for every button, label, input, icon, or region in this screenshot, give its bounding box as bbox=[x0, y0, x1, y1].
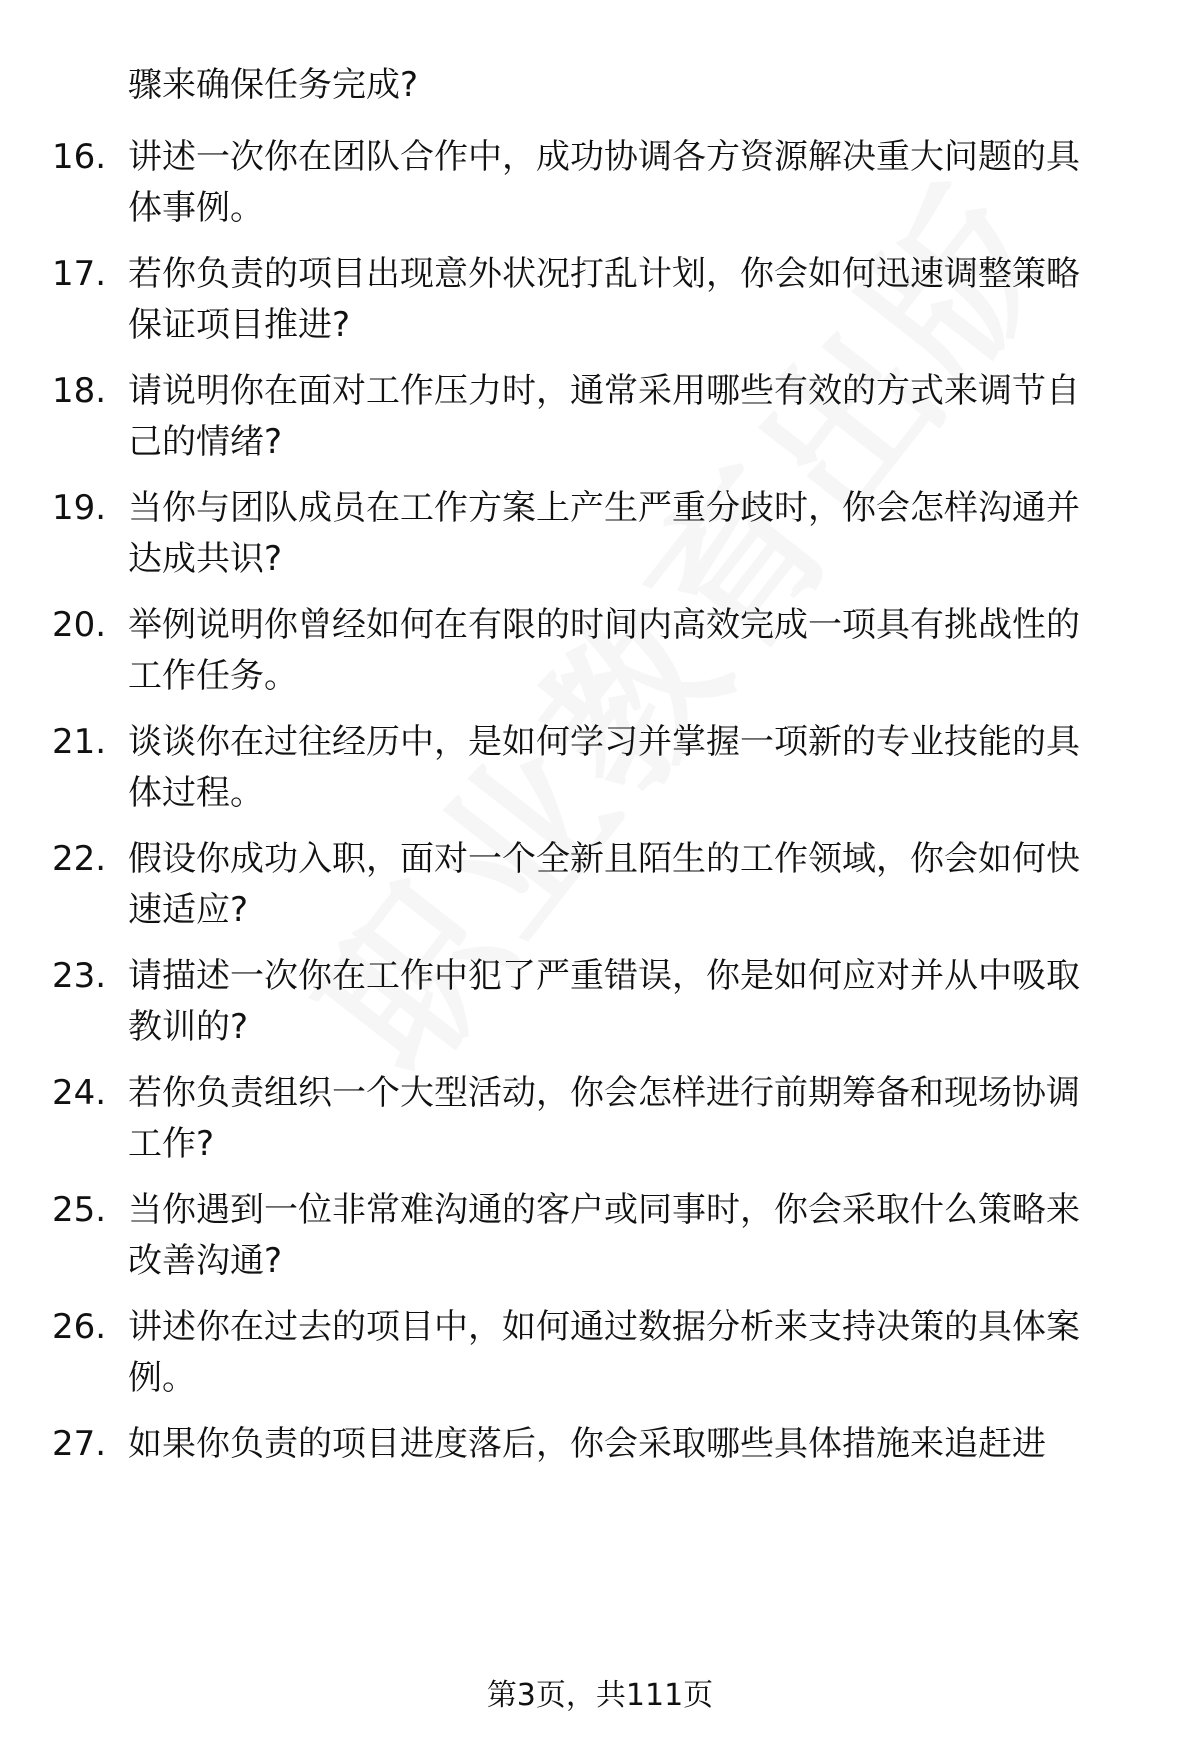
question-number: 17. bbox=[52, 254, 107, 294]
question-text-line: 谈谈你在过往经历中，是如何学习并掌握一项新的专业技能的具 bbox=[128, 722, 1080, 762]
continuation-line: 骤来确保任务完成? bbox=[128, 65, 419, 105]
question-number: 22. bbox=[52, 839, 107, 879]
question-text-line: 工作? bbox=[128, 1124, 215, 1164]
page-footer bbox=[0, 1674, 1200, 1718]
question-text-line: 如果你负责的项目进度落后，你会采取哪些具体措施来追赶进 bbox=[128, 1424, 1046, 1464]
question-number: 20. bbox=[52, 605, 107, 645]
question-text-line: 工作任务。 bbox=[128, 656, 298, 696]
question-number: 27. bbox=[52, 1424, 107, 1464]
question-text-line: 假设你成功入职，面对一个全新且陌生的工作领域，你会如何快 bbox=[128, 839, 1080, 879]
question-number: 25. bbox=[52, 1190, 107, 1230]
question-text-line: 改善沟通? bbox=[128, 1241, 283, 1281]
question-text-line: 己的情绪? bbox=[128, 422, 283, 462]
question-number: 24. bbox=[52, 1073, 107, 1113]
question-text-line: 请描述一次你在工作中犯了严重错误，你是如何应对并从中吸取 bbox=[128, 956, 1080, 996]
question-text-line: 举例说明你曾经如何在有限的时间内高效完成一项具有挑战性的 bbox=[128, 605, 1080, 645]
question-text-line: 体事例。 bbox=[128, 188, 264, 228]
question-text-line: 讲述你在过去的项目中，如何通过数据分析来支持决策的具体案 bbox=[128, 1307, 1080, 1347]
page-number-label: 第3页，共111页 bbox=[486, 1678, 714, 1713]
question-text-line: 教训的? bbox=[128, 1007, 249, 1047]
question-text-line: 讲述一次你在团队合作中，成功协调各方资源解决重大问题的具 bbox=[128, 137, 1080, 177]
question-number: 21. bbox=[52, 722, 107, 762]
question-number: 18. bbox=[52, 371, 107, 411]
question-text-line: 保证项目推进? bbox=[128, 305, 351, 345]
question-number: 16. bbox=[52, 137, 107, 177]
question-number: 19. bbox=[52, 488, 107, 528]
question-text-line: 若你负责组织一个大型活动，你会怎样进行前期筹备和现场协调 bbox=[128, 1073, 1080, 1113]
question-text-line: 速适应? bbox=[128, 890, 249, 930]
question-text-line: 例。 bbox=[128, 1358, 196, 1398]
question-text-line: 当你与团队成员在工作方案上产生严重分歧时，你会怎样沟通并 bbox=[128, 488, 1080, 528]
question-text-line: 请说明你在面对工作压力时，通常采用哪些有效的方式来调节自 bbox=[128, 371, 1080, 411]
question-text-line: 达成共识? bbox=[128, 539, 283, 579]
question-text-line: 若你负责的项目出现意外状况打乱计划，你会如何迅速调整策略 bbox=[128, 254, 1080, 294]
question-text-line: 体过程。 bbox=[128, 773, 264, 813]
question-text-line: 当你遇到一位非常难沟通的客户或同事时，你会采取什么策略来 bbox=[128, 1190, 1080, 1230]
question-number: 26. bbox=[52, 1307, 107, 1347]
question-number: 23. bbox=[52, 956, 107, 996]
